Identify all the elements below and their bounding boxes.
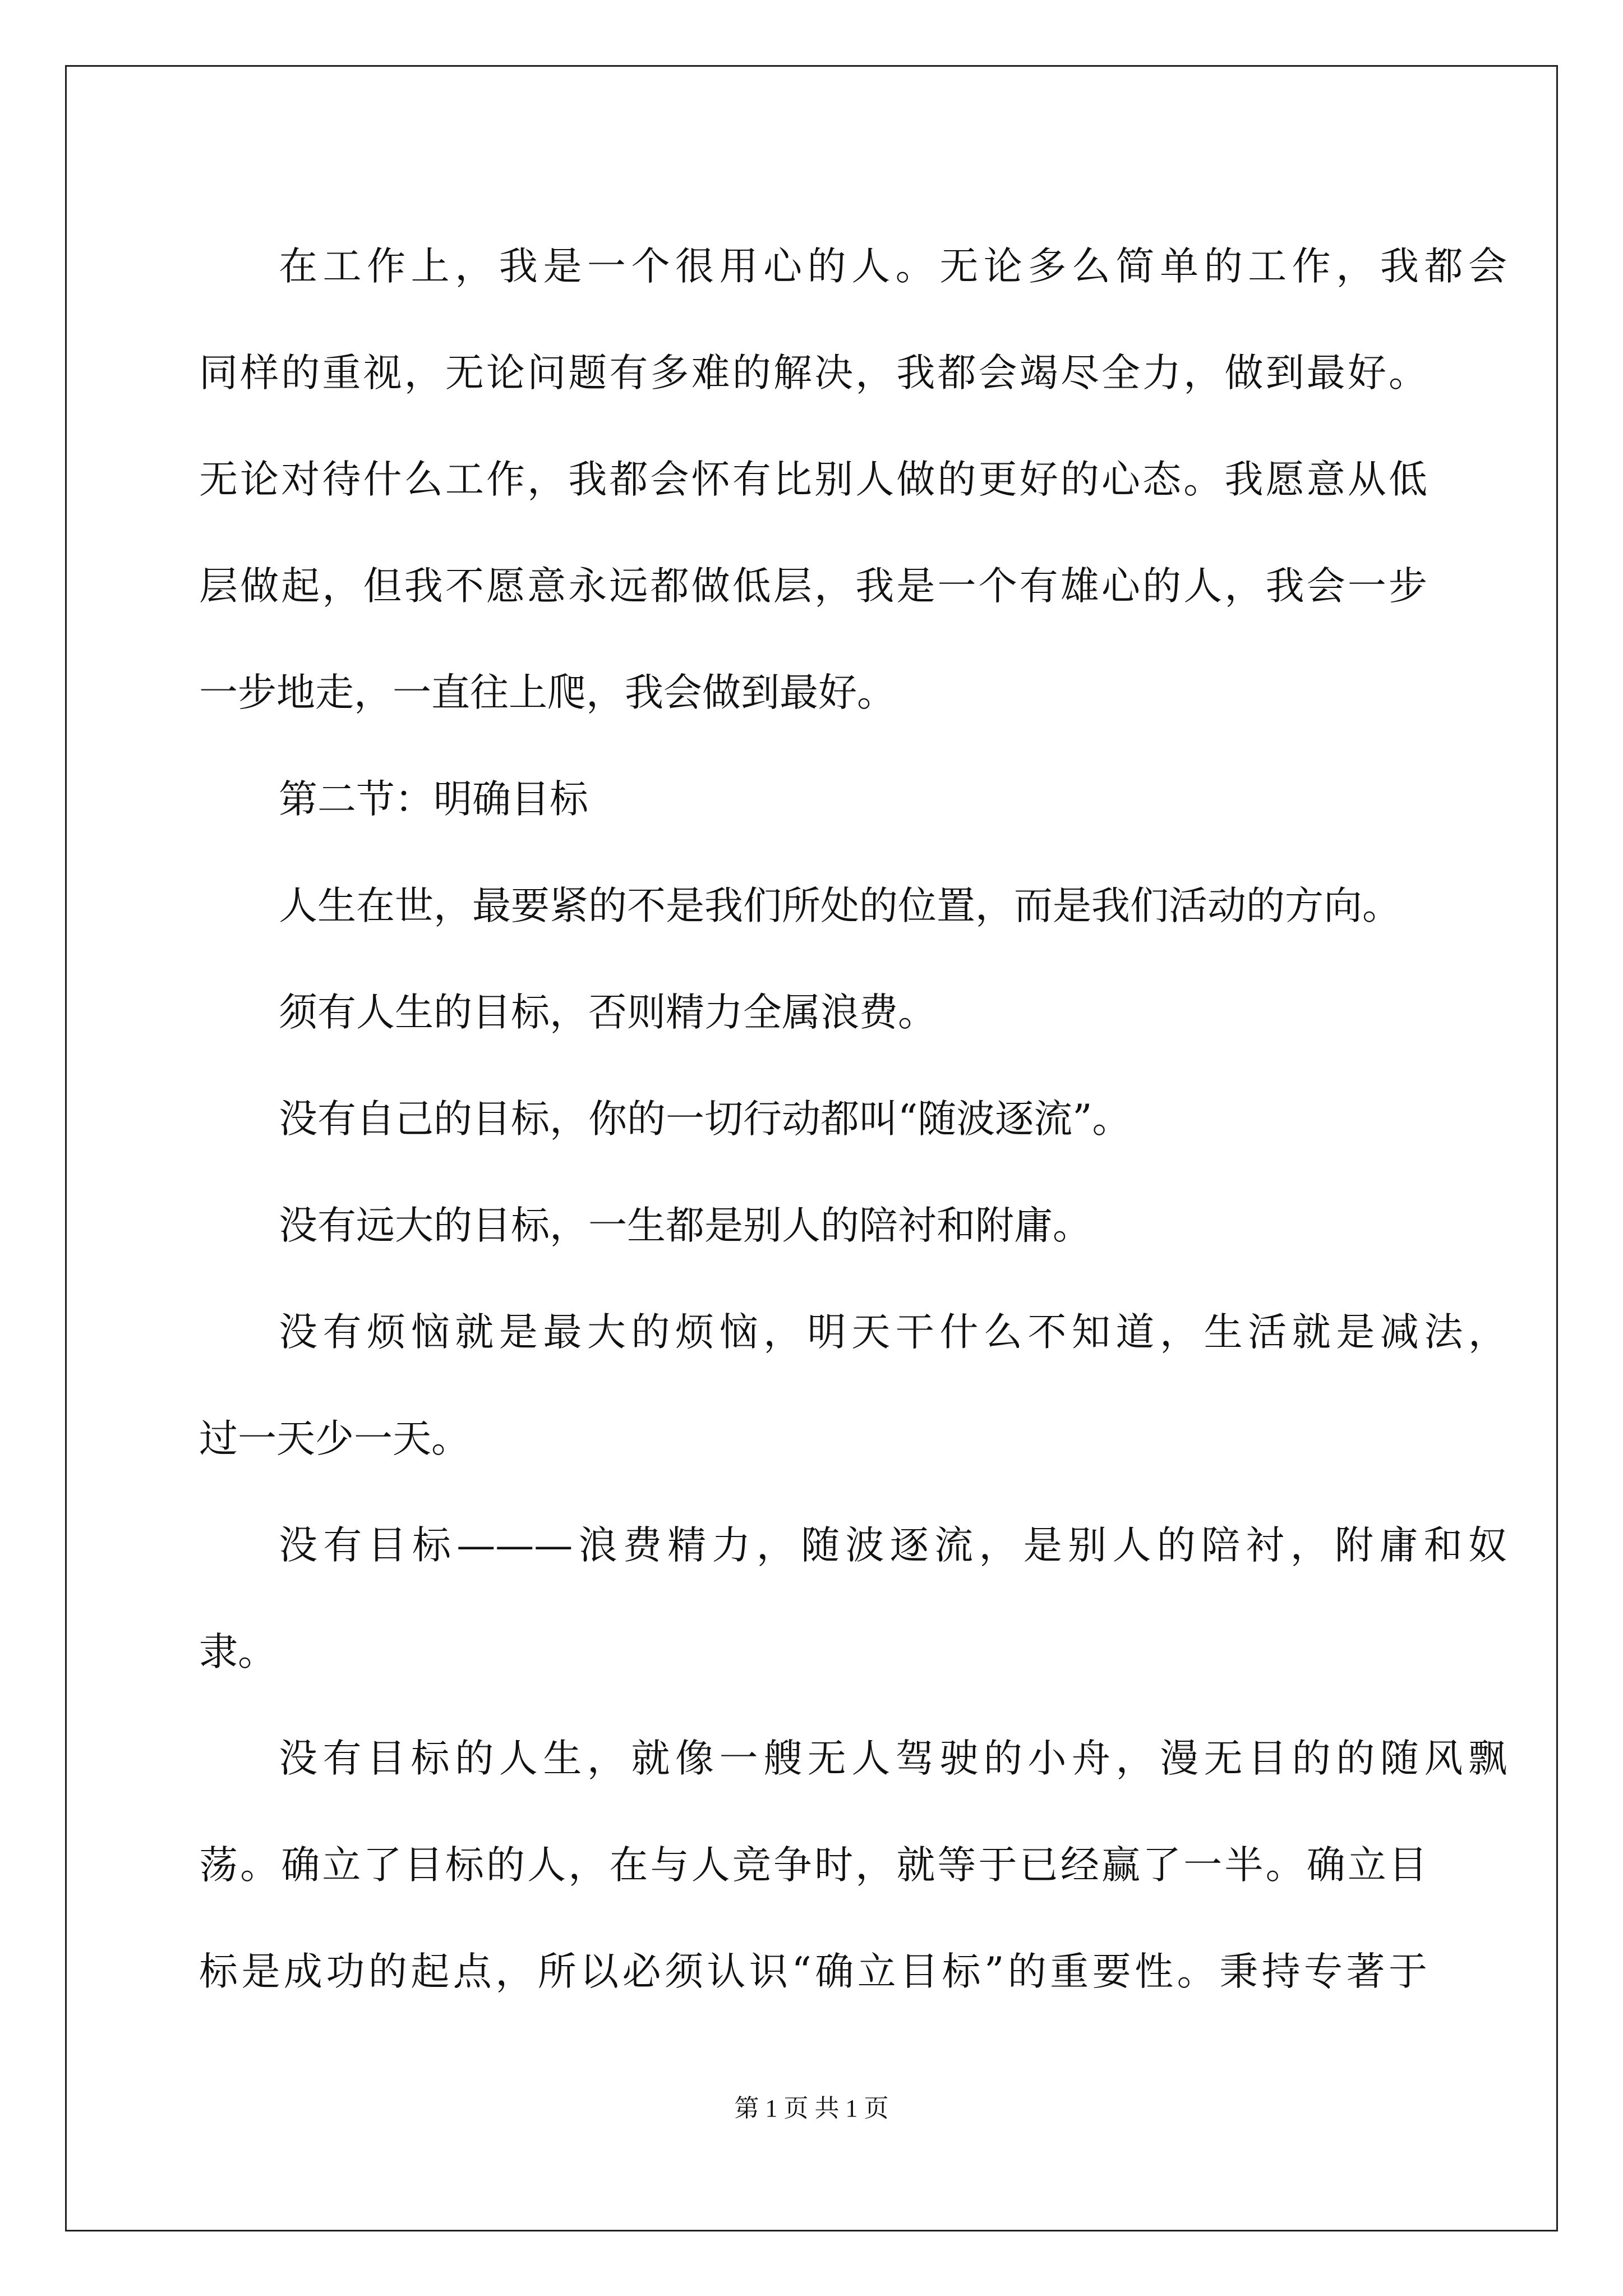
paragraph-line: 没有自己的目标，你的一切行动都叫“随波逐流”。 — [279, 1097, 1131, 1142]
paragraph-line: 没有目标的人生，就像一艘无人驾驶的小舟，漫无目的的随风飘 — [279, 1736, 1507, 1781]
paragraph-line: 人生在世，最要紧的不是我们所处的位置，而是我们活动的方向。 — [279, 884, 1401, 928]
page-footer: 第 1 页 共 1 页 — [734, 2095, 889, 2122]
paragraph-line: 一步地走，一直往上爬，我会做到最好。 — [199, 670, 896, 715]
paragraph-line: 无论对待什么工作，我都会怀有比别人做的更好的心态。我愿意从低 — [199, 457, 1427, 502]
paragraph-line: 须有人生的目标，否则精力全属浪费。 — [279, 990, 937, 1035]
paragraph-line: 在工作上，我是一个很用心的人。无论多么简单的工作，我都会 — [279, 244, 1507, 289]
section-heading: 第二节：明确目标 — [279, 777, 588, 822]
document-body — [199, 213, 1507, 2025]
paragraph-line: 没有目标———浪费精力，随波逐流，是别人的陪衬，附庸和奴 — [279, 1523, 1507, 1568]
paragraph-line: 荡。确立了目标的人，在与人竞争时，就等于已经赢了一半。确立目 — [199, 1843, 1427, 1888]
paragraph-line: 隶。 — [199, 1630, 276, 1674]
paragraph-line: 没有烦恼就是最大的烦恼，明天干什么不知道，生活就是减法， — [279, 1310, 1507, 1355]
paragraph-line: 同样的重视，无论问题有多难的解决，我都会竭尽全力，做到最好。 — [199, 351, 1427, 395]
paragraph-line: 没有远大的目标，一生都是别人的陪衬和附庸。 — [279, 1203, 1091, 1248]
paragraph-line: 过一天少一天。 — [199, 1416, 470, 1461]
paragraph-line: 层做起，但我不愿意永远都做低层，我是一个有雄心的人，我会一步 — [199, 564, 1427, 609]
paragraph-line: 标是成功的起点，所以必须认识“确立目标”的重要性。秉持专著于 — [199, 1949, 1427, 1994]
